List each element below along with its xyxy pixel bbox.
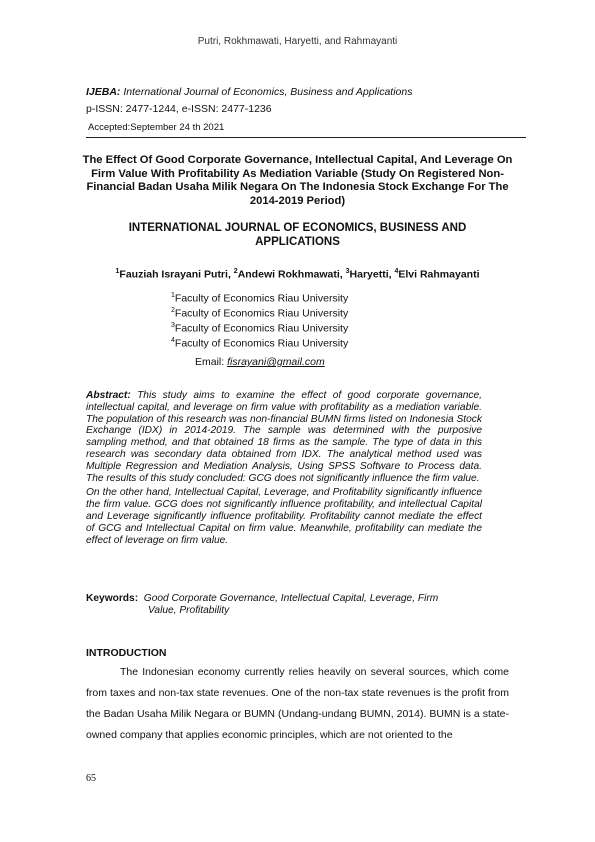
abstract-text: This study aims to examine the effect of good corporate governance, intellectual capital, and leverage on firm value with profitability as a mediation variable. The population of this research was non-financial BUMN firms listed on Indonesia Stock Exchange (IDX) in 2014-2019. The sample was determined with the purposive sampling method, and that obtained 18 firms as the sample. The type of data in this research was secondary data obtained from IDX. The analytical method used was Multiple Regression and Mediation Analysis, Using SPSS Software to Process data. The results of this study concluded: GCG does not significantly influence the firm value. bbox=[86, 390, 482, 484]
affiliation-item bbox=[171, 320, 348, 335]
email-link[interactable]: fisrayani@gmail.com bbox=[227, 356, 325, 368]
abstract-paragraph bbox=[86, 390, 482, 484]
introduction-body bbox=[86, 662, 509, 746]
journal-name-line bbox=[86, 86, 412, 98]
abstract-label: Abstract: bbox=[86, 390, 131, 401]
author-sup: 1 bbox=[115, 268, 120, 275]
affiliation-item bbox=[171, 305, 348, 320]
author-name: Andewi Rokhmawati, bbox=[237, 268, 346, 281]
issn-line: p-ISSN: 2477-1244, e-ISSN: 2477-1236 bbox=[86, 103, 272, 115]
running-head: Putri, Rokhmawati, Haryetti, and Rahmayanti bbox=[197, 36, 398, 47]
affiliation-text: Faculty of Economics Riau University bbox=[174, 337, 349, 350]
paper-title: The Effect Of Good Corporate Governance, Intellectual Capital, And Leverage On Firm Value With Profitability As Mediation Variable (Study On Registered Non-Financial Badan Usaha Milik Negara On The Indonesia Stock Exchange For The 2014-2019 Period) bbox=[82, 154, 513, 207]
abstract bbox=[86, 390, 482, 549]
page-number: 65 bbox=[86, 773, 96, 784]
keywords-line bbox=[86, 593, 486, 605]
accepted-date: Accepted:September 24 th 2021 bbox=[88, 122, 225, 133]
affiliation-text: Faculty of Economics Riau University bbox=[174, 307, 349, 320]
author-sup: 2 bbox=[233, 268, 238, 275]
author-sup: 3 bbox=[345, 268, 350, 275]
journal-heading: INTERNATIONAL JOURNAL OF ECONOMICS, BUSINESS AND APPLICATIONS bbox=[128, 222, 467, 248]
affiliation-sup: 4 bbox=[171, 337, 175, 344]
keywords-text-cont: Value, Profitability bbox=[148, 605, 230, 616]
header-rule bbox=[86, 137, 526, 138]
author-name: Elvi Rahmayanti bbox=[398, 268, 480, 281]
email-line bbox=[195, 356, 325, 368]
affiliation-sup: 3 bbox=[171, 322, 175, 329]
affiliation-text: Faculty of Economics Riau University bbox=[174, 292, 349, 305]
keywords-text: Good Corporate Governance, Intellectual Capital, Leverage, Firm bbox=[143, 593, 439, 604]
section-heading-introduction: INTRODUCTION bbox=[86, 647, 167, 659]
affiliation-item bbox=[171, 335, 348, 350]
affiliation-text: Faculty of Economics Riau University bbox=[174, 322, 349, 335]
keywords bbox=[86, 593, 486, 617]
author-name: Fauziah Israyani Putri, bbox=[119, 268, 234, 281]
affiliation-list bbox=[171, 290, 348, 350]
journal-full-name: International Journal of Economics, Business and Applications bbox=[120, 86, 413, 98]
journal-abbrev: IJEBA: bbox=[86, 86, 121, 98]
author-list bbox=[0, 268, 595, 281]
affiliation-sup: 2 bbox=[171, 307, 175, 314]
author-name: Haryetti, bbox=[349, 268, 395, 281]
keywords-label: Keywords: bbox=[86, 593, 139, 604]
abstract-paragraph: On the other hand, Intellectual Capital, Leverage, and Profitability significantly influence the firm value. GCG does not significantly influence profitability, and intellectual Capital and Leverage significantly influence profitability. Profitability cannot mediate the effect of GCG and Intellectual Capital on firm value. Meanwhile, profitability can mediate the effect of leverage on firm value. bbox=[86, 487, 482, 546]
body-paragraph: The Indonesian economy currently relies heavily on several sources, which come from taxes and non-tax state revenues. One of the non-tax state revenues is the profit from the Badan Usaha Milik Negara or BUMN (Undang-undang BUMN, 2014). BUMN is a state-owned company that applies economic principles, which are not oriented to the bbox=[86, 666, 509, 741]
author-sup: 4 bbox=[394, 268, 399, 275]
affiliation-sup: 1 bbox=[171, 292, 175, 299]
email-label: Email: bbox=[195, 356, 228, 368]
affiliation-item bbox=[171, 290, 348, 305]
